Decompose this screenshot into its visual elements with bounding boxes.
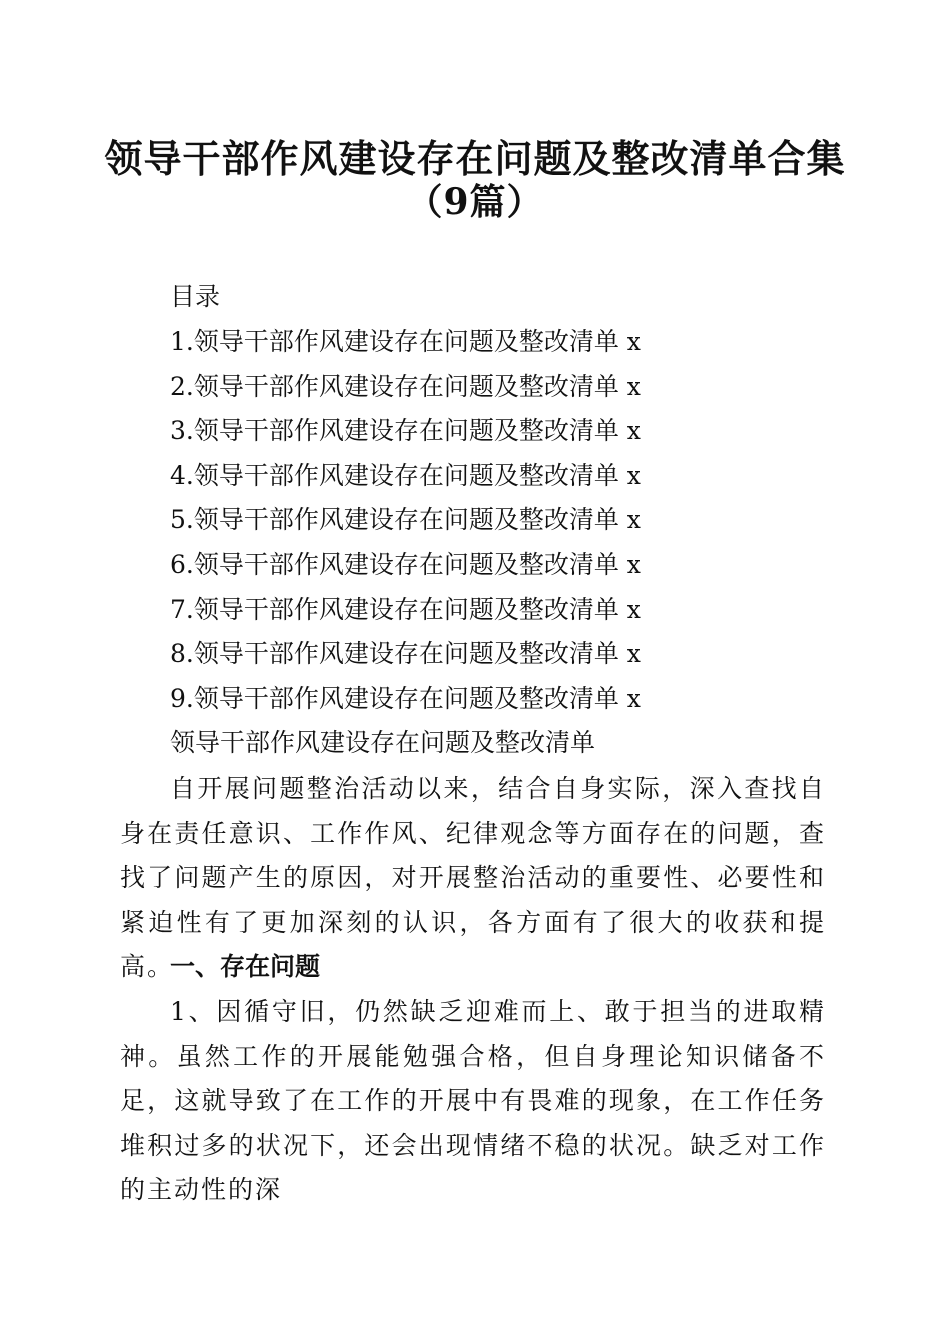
main-title: 领导干部作风建设存在问题及整改清单合集 [104, 136, 846, 181]
toc-item[interactable]: 7.领导干部作风建设存在问题及整改清单 x [170, 595, 641, 624]
toc-heading: 目录 [170, 282, 221, 311]
toc-item[interactable]: 1.领导干部作风建设存在问题及整改清单 x [170, 327, 641, 356]
toc-item[interactable]: 6.领导干部作风建设存在问题及整改清单 x [170, 550, 641, 579]
main-title-subtitle: （9篇） [406, 181, 544, 223]
toc-item[interactable]: 5.领导干部作风建设存在问题及整改清单 x [170, 505, 641, 534]
toc-item[interactable]: 3.领导干部作风建设存在问题及整改清单 x [170, 416, 641, 445]
toc-item[interactable]: 9.领导干部作风建设存在问题及整改清单 x [170, 684, 641, 713]
document-title: 领导干部作风建设存在问题及整改清单 [170, 728, 596, 757]
section-heading: 一、存在问题 [170, 952, 321, 981]
toc-item[interactable]: 8.领导干部作风建设存在问题及整改清单 x [170, 639, 641, 668]
toc-item[interactable]: 4.领导干部作风建设存在问题及整改清单 x [170, 461, 641, 490]
intro-paragraph: 自开展问题整治活动以来，结合自身实际，深入查找自身在责任意识、工作作风、纪律观念等方面存在的问题，查找了问题产生的原因，对开展整治活动的重要性、必要性和紧迫性有了更加深刻的认识，各方面有了很大的收获和提高。 [120, 774, 826, 981]
body-paragraph: 1、因循守旧，仍然缺乏迎难而上、敢于担当的进取精神。虽然工作的开展能勉强合格，但自身理论知识储备不足，这就导致了在工作的开展中有畏难的现象，在工作任务堆积过多的状况下，还会出现情绪不稳的状况。缺乏对工作的主动性的深 [120, 997, 826, 1204]
toc-item[interactable]: 2.领导干部作风建设存在问题及整改清单 x [170, 372, 641, 401]
